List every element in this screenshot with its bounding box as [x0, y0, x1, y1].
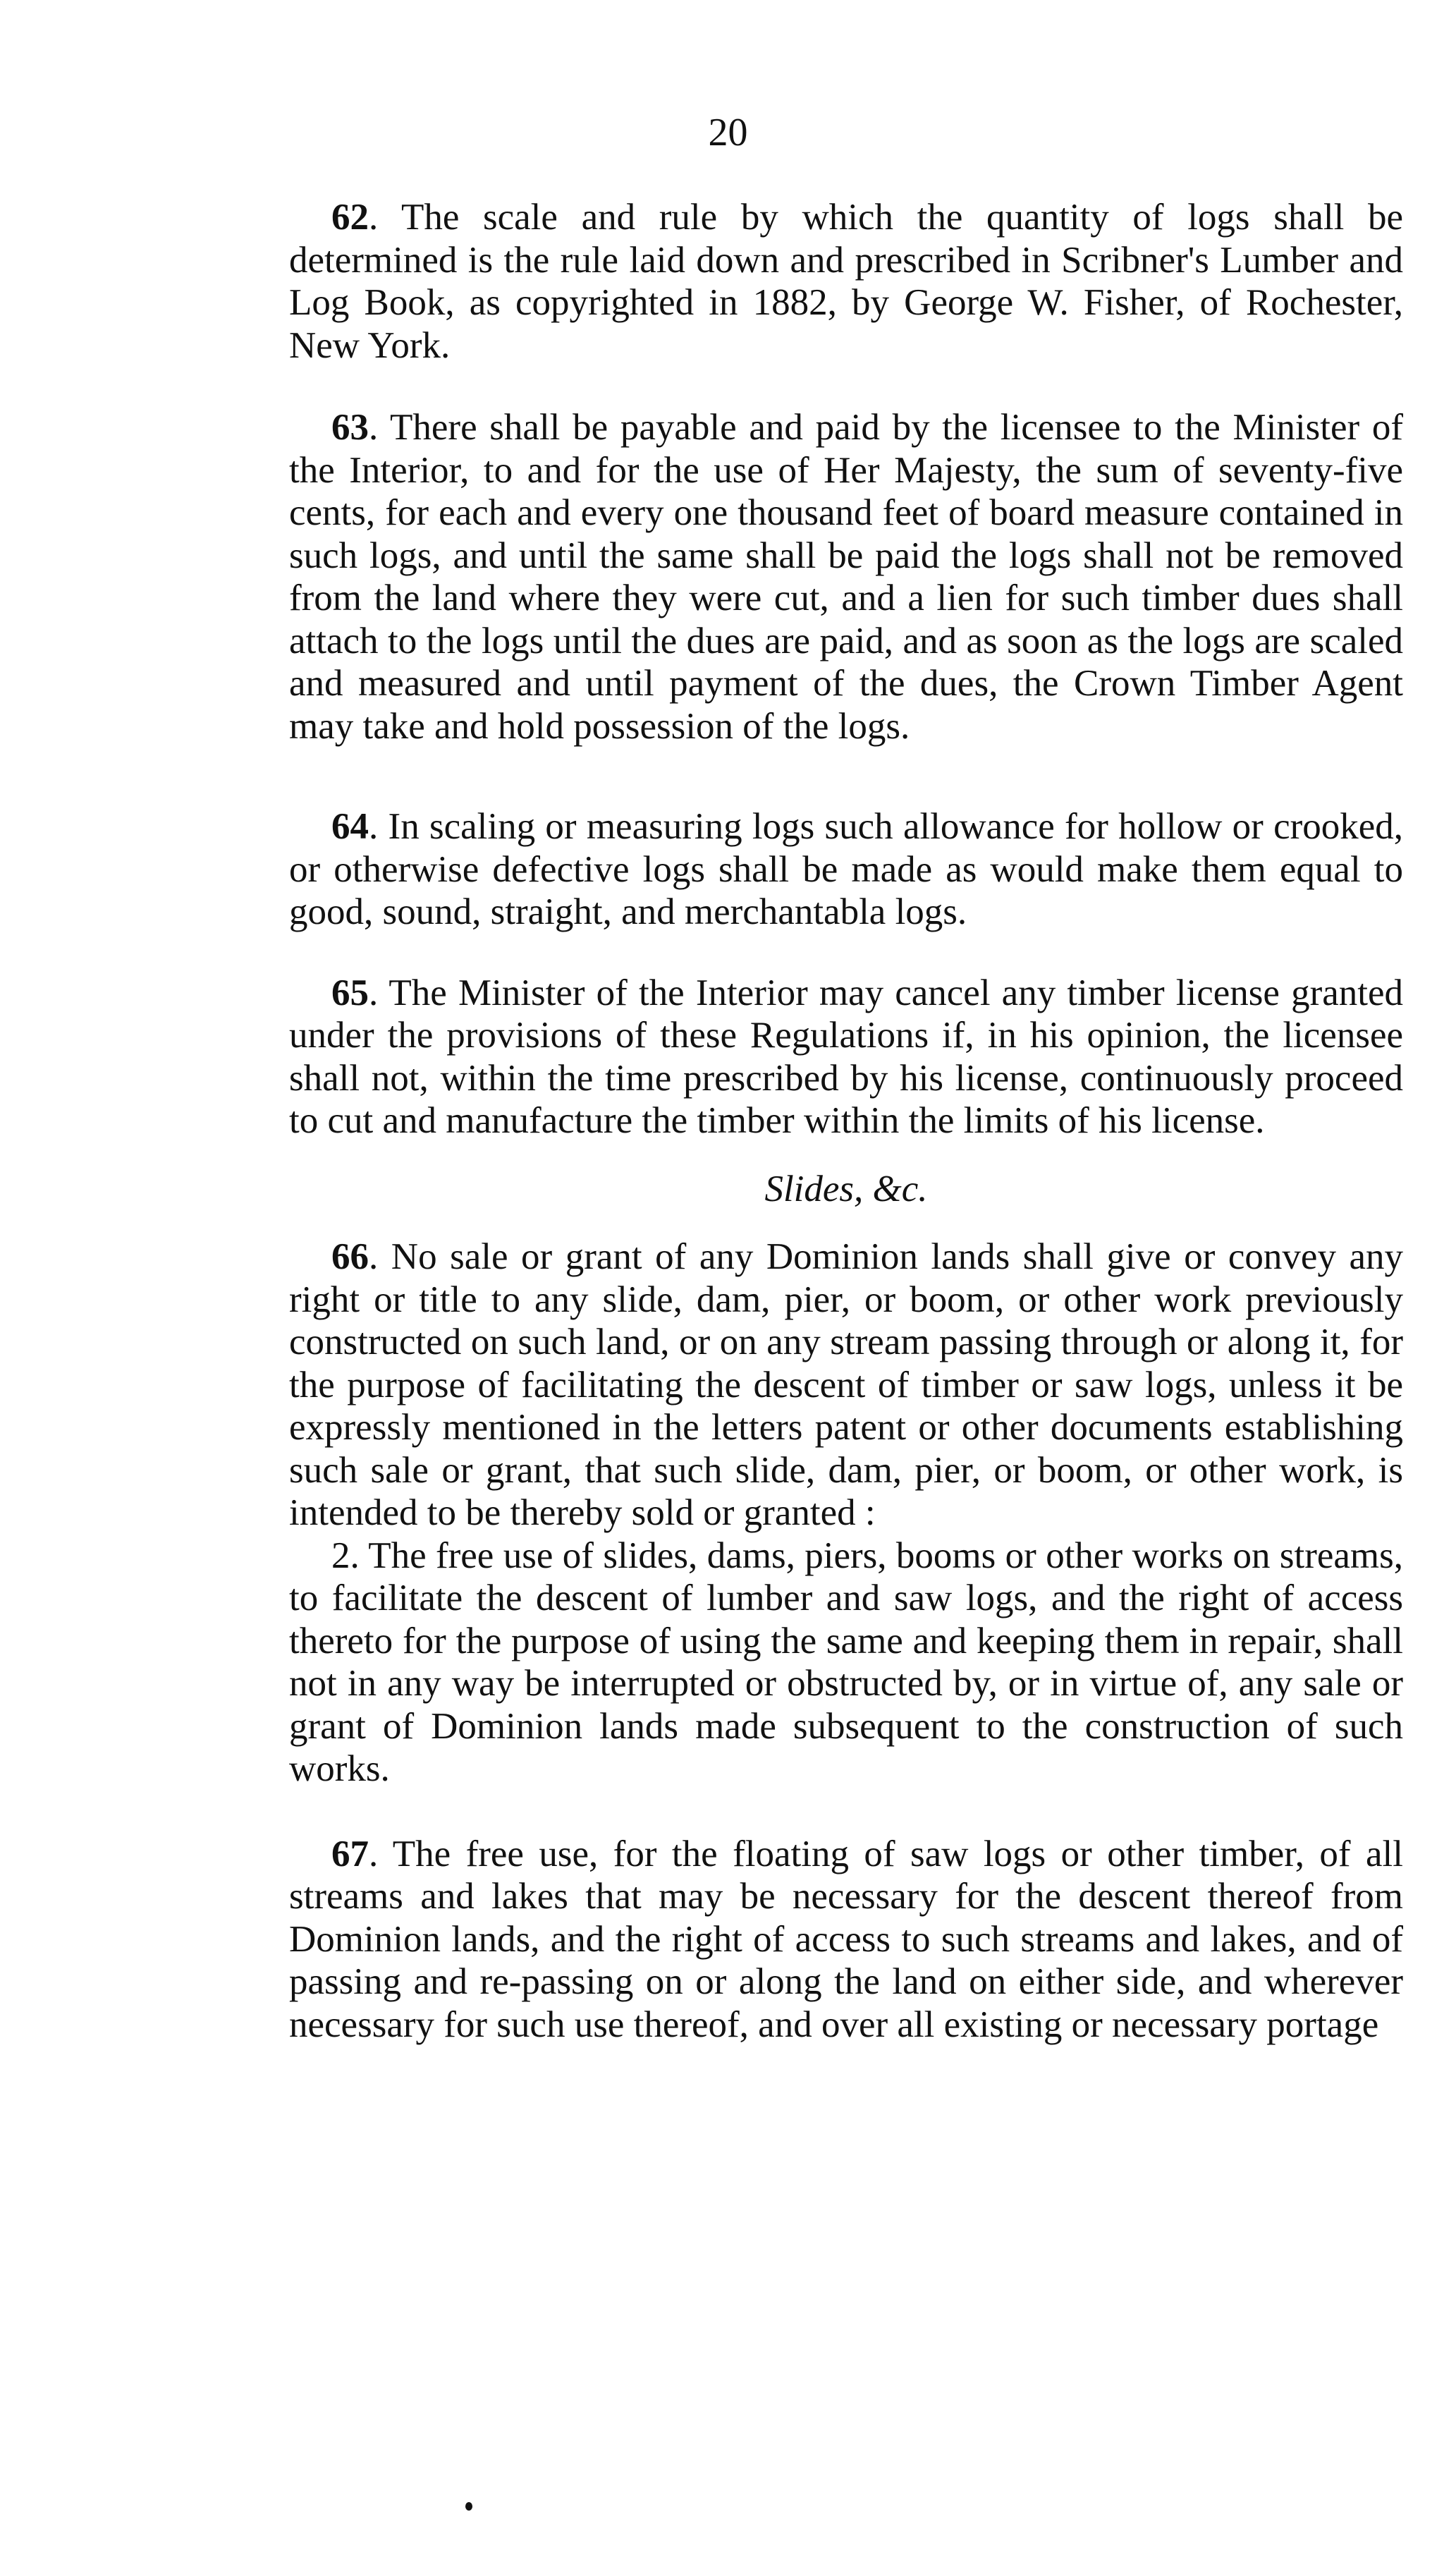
section-number: 67 [331, 1833, 369, 1874]
page-number: 20 [708, 111, 748, 154]
section-text: The Minister of the Interior may cancel any timber license granted under the provisions of these Regulations if, in his opinion, the licensee shall not, within the time prescribed by his license, continuously proceed to cut and manufacture the timber within the limits of his license. [289, 972, 1403, 1141]
section-64: 64. In scaling or measuring logs such allowance for hollow or crooked, or otherwise defective logs shall be made as would make them equal to good, sound, straight, and merchantabla logs. [289, 806, 1404, 932]
section-number: 64 [331, 806, 369, 847]
section-number: 65 [331, 972, 369, 1013]
section-number: 63 [331, 407, 369, 448]
section-text: The free use, for the floating of saw logs or other timber, of all streams and lakes that may be necessary for the descent thereof from Dominion lands, and the right of access to such streams and lakes, and of passing and re-passing on or along the land on either side, and wherever necessary for such use thereof, and over all existing or necessary portage [289, 1833, 1403, 2045]
section-number: 66 [331, 1236, 369, 1277]
section-text: The scale and rule by which the quantity of logs shall be determined is the rule laid down and prescribed in Scribner's Lumber and Log Book, as copyrighted in 1882, by George W. Fisher, of Rochester, New York. [289, 197, 1403, 366]
section-heading: Slides, &c. [764, 1168, 928, 1209]
section-66-subsection-2: 2. The free use of slides, dams, piers, booms or other works on streams, to facilitate the descent of lumber and saw logs, and the right of access thereto for the purpose of using the same and keeping them in repair, shall not in any way be interrupted or obstructed by, or in virtue of, any sale or grant of Dominion lands made subsequent to the construction of such works. [289, 1535, 1403, 1789]
section-66: 66. No sale or grant of any Dominion lands shall give or convey any right or title to any slide, dam, pier, or boom, or other work previously constructed on such land, or on any stream passing through or along it, for the purpose of facilitating the descent of timber or saw logs, unless it be expressly mentioned in the letters patent or other documents establishing such sale or grant, that such slide, dam, pier, or boom, or other work, is intended to be thereby sold or granted : [289, 1236, 1404, 1533]
section-62: 62. The scale and rule by which the quantity of logs shall be determined is the rule laid down and prescribed in Scribner's Lumber and Log Book, as copyrighted in 1882, by George W. Fisher, of Rochester, New York. [289, 197, 1403, 366]
section-text: No sale or grant of any Dominion lands shall give or convey any right or title to any slide, dam, pier, or boom, or other work previously constructed on such land, or on any stream passing through or along it, for the purpose of facilitating the descent of timber or saw logs, unless it be expressly mentioned in the letters patent or other documents establishing such sale or grant, that such slide, dam, pier, or boom, or other work, is intended to be thereby sold or granted : [289, 1236, 1404, 1533]
page-body [289, 196, 1403, 2046]
section-number: 62 [331, 197, 369, 238]
ink-dot [465, 2502, 472, 2511]
section-65: 65. The Minister of the Interior may cancel any timber license granted under the provisions of these Regulations if, in his opinion, the licensee shall not, within the time prescribed by his license, continuously proceed to cut and manufacture the timber within the limits of his license. [289, 972, 1403, 1141]
section-67: 67. The free use, for the floating of saw logs or other timber, of all streams and lakes that may be necessary for the descent thereof from Dominion lands, and the right of access to such streams and lakes, and of passing and re-passing on or along the land on either side, and wherever necessary for such use thereof, and over all existing or necessary portage [289, 1833, 1403, 2045]
section-text: There shall be payable and paid by the licensee to the Minister of the Interior, to and for the use of Her Majesty, the sum of seventy-five cents, for each and every one thousand feet of board measure contained in such logs, and until the same shall be paid the logs shall not be removed from the land where they were cut, and a lien for such timber dues shall attach to the logs until the dues are paid, and as soon as the logs are scaled and measured and until payment of the dues, the Crown Timber Agent may take and hold possession of the logs. [289, 407, 1403, 747]
section-text: In scaling or measuring logs such allowance for hollow or crooked, or otherwise defective logs shall be made as would make them equal to good, sound, straight, and merchantabla logs. [289, 806, 1404, 932]
section-63: 63. There shall be payable and paid by the licensee to the Minister of the Interior, to and for the use of Her Majesty, the sum of seventy-five cents, for each and every one thousand feet of board measure contained in such logs, and until the same shall be paid the logs shall not be removed from the land where they were cut, and a lien for such timber dues shall attach to the logs until the dues are paid, and as soon as the logs are scaled and measured and until payment of the dues, the Crown Timber Agent may take and hold possession of the logs. [289, 407, 1403, 747]
